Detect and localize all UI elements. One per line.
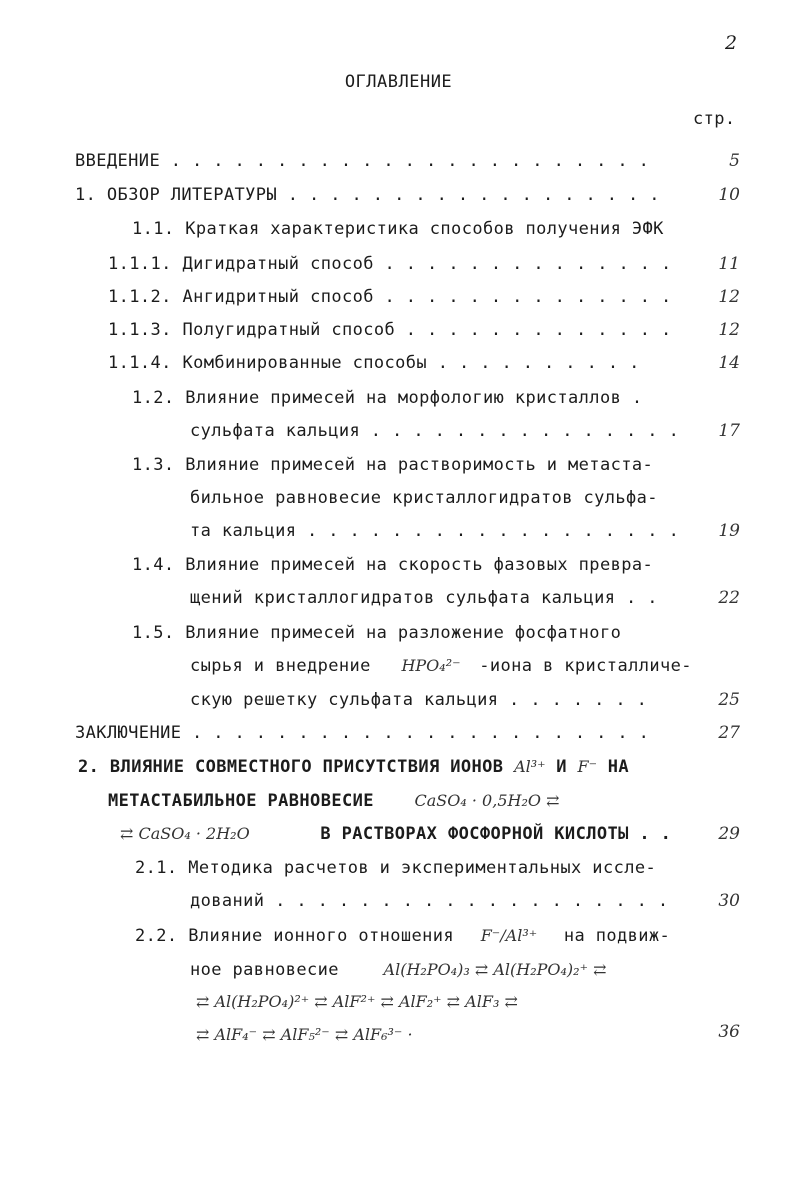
toc-entry-continuation: щений кристаллогидратов сульфата кальция . . — [190, 588, 658, 608]
toc-page: 5 — [729, 151, 740, 171]
toc-entry-1-2: 1.2. Влияние примесей на морфологию кристаллов . — [132, 388, 643, 408]
toc-entry-continuation: ное равновесие Al(H₂PO₄)₃ ⇄ Al(H₂PO₄)₂⁺ ⇄ — [190, 960, 607, 980]
formula-f: F⁻ — [577, 757, 598, 776]
toc-entry-continuation: сырья и внедрение HPO₄²⁻ -иона в кристалличе- — [190, 656, 692, 676]
toc-entry-introduction: ВВЕДЕНИЕ . . . . . . . . . . . . . . . . . . . . . . . — [75, 151, 650, 171]
toc-entry-1: 1. ОБЗОР ЛИТЕРАТУРЫ . . . . . . . . . . . . . . . . . . — [75, 185, 660, 205]
toc-entry-continuation: бильное равновесие кристаллогидратов сульфа- — [190, 488, 658, 508]
toc-entry-2-1: 2.1. Методика расчетов и экспериментальных иссле- — [135, 858, 657, 878]
page-column-label: стр. — [693, 109, 736, 129]
toc-entry-continuation — [196, 1024, 413, 1046]
toc-entry-continuation: дований . . . . . . . . . . . . . . . . . . . — [190, 891, 669, 911]
toc-page: 22 — [718, 588, 740, 608]
toc-page: 25 — [718, 690, 740, 710]
page-number: 2 — [725, 32, 738, 54]
page-title: ОГЛАВЛЕНИЕ — [344, 72, 453, 92]
formula-equilibrium-2: ⇄ Al(H₂PO₄)²⁺ ⇄ AlF²⁺ ⇄ AlF₂⁺ ⇄ AlF₃ ⇄ — [196, 992, 518, 1011]
toc-entry-continuation: МЕТАСТАБИЛЬНОЕ РАВНОВЕСИЕ CaSO₄ · 0,5H₂O ⇄ — [108, 791, 560, 811]
toc-entry-continuation: скую решетку сульфата кальция . . . . . . . — [190, 690, 648, 710]
toc-page: 30 — [718, 891, 740, 911]
toc-entry-1-3: 1.3. Влияние примесей на растворимость и метаста- — [132, 455, 654, 475]
toc-entry-1-5: 1.5. Влияние примесей на разложение фосфатного — [132, 623, 622, 643]
toc-entry-1-4: 1.4. Влияние примесей на скорость фазовых превра- — [132, 555, 654, 575]
formula-equilibrium-3: ⇄ AlF₄⁻ ⇄ AlF₅²⁻ ⇄ AlF₆³⁻ · — [196, 1025, 413, 1044]
formula-al3: Al³⁺ — [514, 757, 546, 776]
toc-entry-1-1-2: 1.1.2. Ангидритный способ . . . . . . . . . . . . . . — [108, 287, 672, 307]
toc-entry-1-1-3: 1.1.3. Полугидратный способ . . . . . . . . . . . . . — [108, 320, 672, 340]
formula-hemihydrate: CaSO₄ · 0,5H₂O ⇄ — [414, 791, 560, 810]
toc-page: 29 — [718, 824, 740, 844]
toc-page: 27 — [718, 723, 740, 743]
toc-entry-continuation: ⇄ CaSO₄ · 2H₂O В РАСТВОРАХ ФОСФОРНОЙ КИСЛОТЫ . . — [120, 824, 672, 844]
toc-page: 10 — [718, 185, 740, 205]
toc-entry-1-1: 1.1. Краткая характеристика способов получения ЭФК — [132, 219, 664, 239]
toc-page: 11 — [718, 254, 740, 274]
toc-page: 17 — [718, 421, 740, 441]
toc-entry-1-1-1: 1.1.1. Дигидратный способ . . . . . . . . . . . . . . — [108, 254, 672, 274]
toc-entry-conclusion: ЗАКЛЮЧЕНИЕ . . . . . . . . . . . . . . . . . . . . . . — [75, 723, 650, 743]
toc-entry-2: 2. ВЛИЯНИЕ СОВМЕСТНОГО ПРИСУТСТВИЯ ИОНОВ Al³⁺ И F⁻ НА — [78, 757, 629, 777]
toc-entry-1-1-4: 1.1.4. Комбинированные способы . . . . . . . . . . — [108, 353, 640, 373]
toc-entry-continuation: та кальция . . . . . . . . . . . . . . . . . . — [190, 521, 680, 541]
toc-page: 12 — [718, 287, 740, 307]
formula-dihydrate: ⇄ CaSO₄ · 2H₂O — [120, 824, 250, 843]
formula-ion-ratio: F⁻/Al³⁺ — [480, 926, 538, 945]
toc-page: 36 — [718, 1022, 740, 1042]
toc-page: 12 — [718, 320, 740, 340]
toc-page: 19 — [718, 521, 740, 541]
toc-page: 14 — [718, 353, 740, 373]
toc-entry-2-2: 2.2. Влияние ионного отношения F⁻/Al³⁺ на подвиж- — [135, 926, 671, 946]
toc-entry-continuation — [196, 991, 518, 1013]
toc-entry-continuation: сульфата кальция . . . . . . . . . . . . . . . — [190, 421, 680, 441]
formula-hpo4: HPO₄²⁻ — [401, 656, 461, 675]
formula-equilibrium-1: Al(H₂PO₄)₃ ⇄ Al(H₂PO₄)₂⁺ ⇄ — [383, 960, 607, 979]
